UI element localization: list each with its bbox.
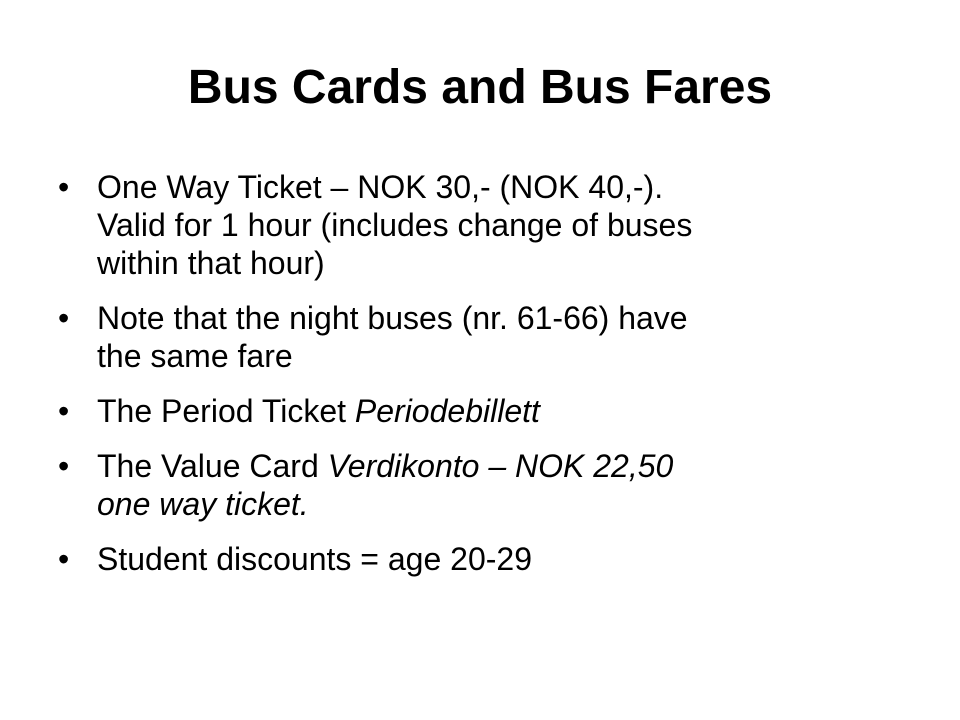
norwegian-term: Verdikonto – NOK 22,50 [327,448,674,484]
bullet-line: within that hour) [97,245,325,281]
bullet-list [58,168,908,595]
bullet-text: The Period Ticket [97,393,355,429]
bullet-line: Valid for 1 hour (includes change of buses [97,207,693,243]
bullet-dot-icon: • [58,169,70,205]
bullet-item-night-buses [58,299,908,375]
bullet-item-one-way-ticket [58,168,908,282]
bullet-dot-icon: • [58,300,70,336]
bullet-line: the same fare [97,338,293,374]
bullet-dot-icon: • [58,448,70,484]
bullet-dot-icon: • [58,541,70,577]
bullet-text: The Value Card [97,448,328,484]
bullet-item-student-discounts [58,540,908,578]
bullet-item-value-card [58,447,908,523]
slide-title: Bus Cards and Bus Fares [187,61,773,114]
bullet-line: one way ticket. [97,486,309,522]
bullet-text: Student discounts = age 20-29 [97,541,532,577]
bullet-dot-icon: • [58,393,70,429]
bullet-item-period-ticket [58,392,908,430]
norwegian-term: Periodebillett [354,393,540,429]
bullet-line: Note that the night buses (nr. 61-66) have [97,300,688,336]
bullet-line: One Way Ticket – NOK 30,- (NOK 40,-). [97,169,664,205]
